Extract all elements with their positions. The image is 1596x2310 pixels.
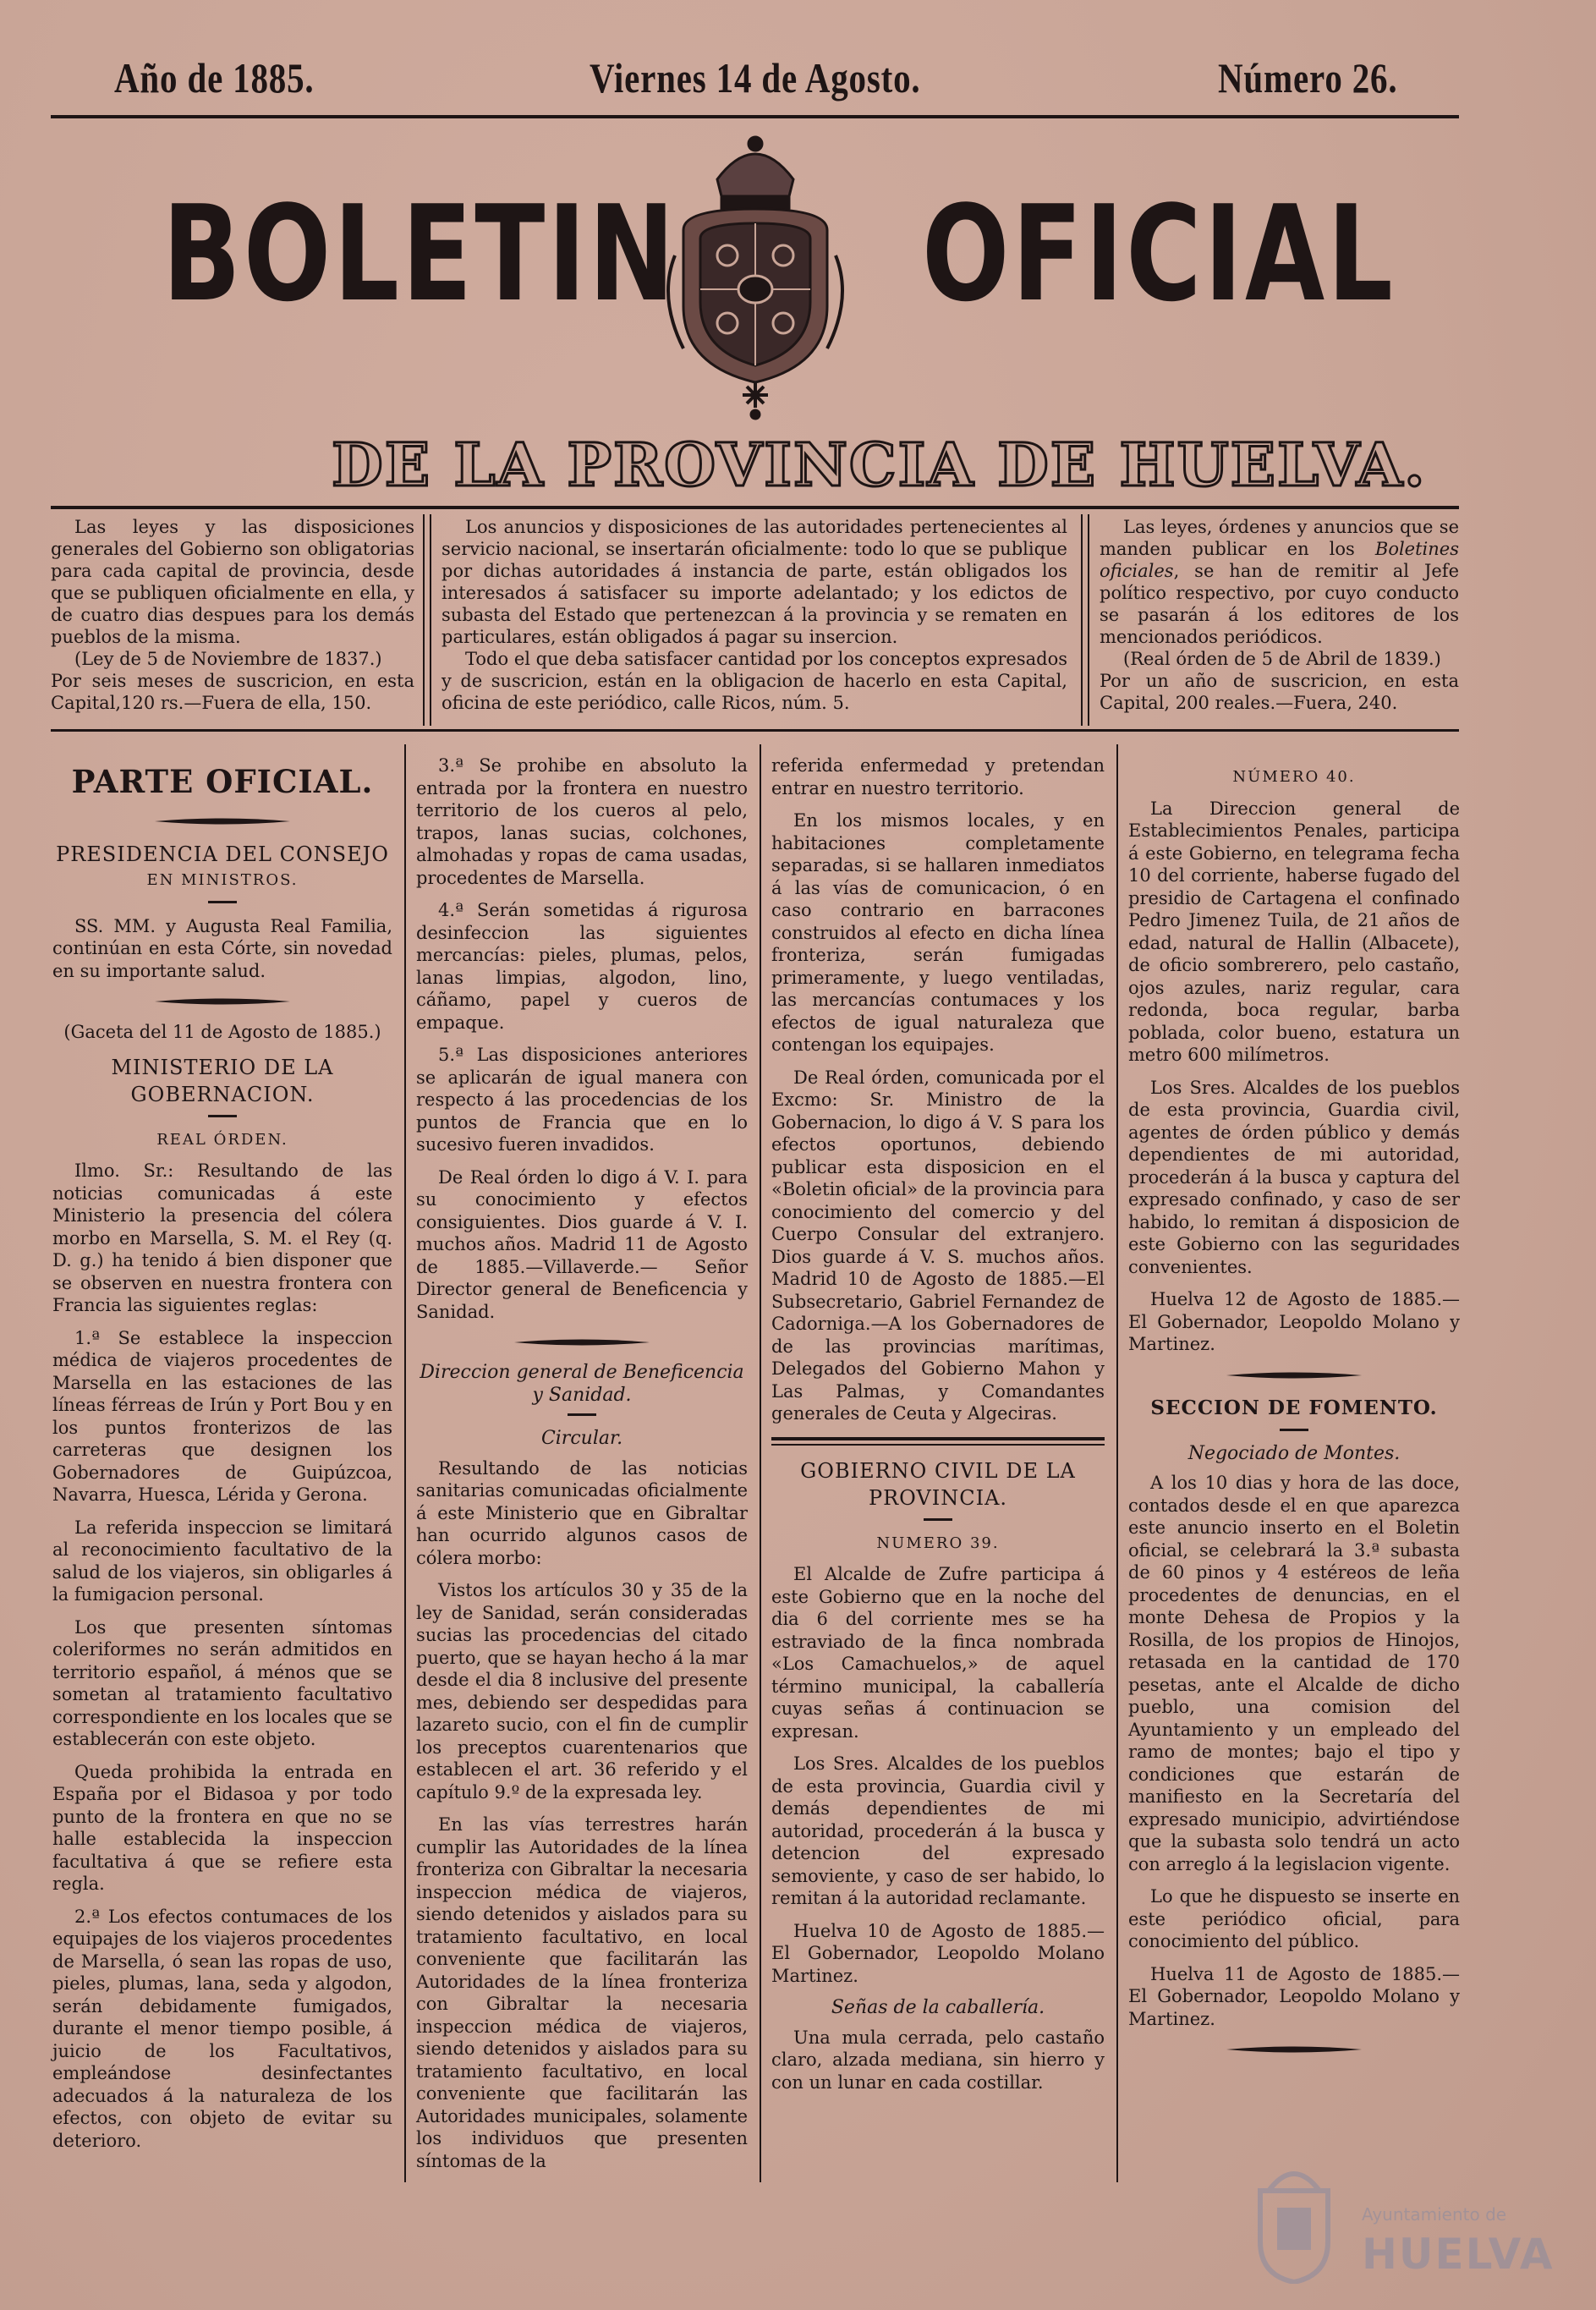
paragraph: El Alcalde de Zufre participa á este Gobierno que en la noche del dia 6 del corriente mes se ha estraviado de la finca nombrada «Los Camachuelos,» de aquel término municipal, la caballería cuyas señas á continuacion se expresan. (771, 1564, 1105, 1742)
paragraph: A los 10 dias y hora de las doce, contados desde el en que aparezca este anuncio inserto en el Boletin oficial, se celebrará la 3.ª subasta de 60 pinos y 4 estéreos de leña procedentes de denuncias, en el monte Dehesa de Propios y la Rosilla, de los propios de Hinojos, retasada en la cantidad de 170 pesetas, ante el Alcalde de dicho pueblo, una comision del Ayuntamiento y un empleado del ramo de montes; bajo el tipo y condiciones que estarán de manifiesto en la Secretaría del expresado municipio, advirtiéndose que la subasta solo tendrá un acto con arreglo á la legislacion vigente. (1128, 1473, 1460, 1874)
divider-dash (924, 1518, 952, 1521)
paragraph: Ilmo. Sr.: Resultando de las noticias comunicadas á este Ministerio la presencia del cólera morbo en Marsella, S. M. el Rey (q. D. g.) ha tenido á bien disponer que se observen en nuestra frontera con Francia las siguientes reglas: (52, 1160, 392, 1315)
ornament-rule-icon (138, 997, 307, 1006)
column-3 (771, 754, 1105, 2104)
paragraph: 1.ª Se establece la inspeccion médica de viajeros procedentes de Marsella en las estaciones de las líneas férreas de Irún y Port Bou y en los puntos fronterizos de las carreteras que designen los Gobernadores de Guipúzcoa, Navarra, Huesca, Lérida y Gerona. (52, 1327, 392, 1505)
notice-right (1100, 516, 1459, 714)
column-4 (1128, 754, 1460, 2069)
subtitle: DE LA PROVINCIA DE HUELVA. (332, 430, 1427, 500)
ornament-rule-icon (1209, 2045, 1379, 2054)
paragraph: De Real órden, comunicada por el Excmo: Sr. Ministro de la Gobernacion, lo digo á V. S para los efectos oportunos, debiendo publicar esta disposicion en el «Boletin oficial» de la provincia para conocimiento del comercio y del Cuerpo Consular del extranjero. Dios guarde á V. S. muchos años. Madrid 10 de Agosto de 1885.—El Subsecretario, Gabriel Fernandez de Cadorniga.—A los Gobernadores de de las provincias marítimas, Delegados del Gobierno Mahon y Las Palmas, y Comandantes generales de Ceuta y Algeciras. (771, 1067, 1105, 1424)
section-rule (771, 1437, 1105, 1440)
section-rule (771, 1444, 1105, 1446)
masthead-rule-top (51, 115, 1459, 118)
heading-numero-40: NÚMERO 40. (1232, 768, 1356, 786)
title-right: OFICIAL (922, 177, 1396, 331)
notice-left-text: Las leyes y las disposiciones generales del Gobierno son obligatorias para cada capital de provincia, desde que se publiquen oficialmente en ella, y de cuatro dias despues para los demás pueblos de la misma. (51, 517, 414, 647)
gaceta-reference: (Gaceta del 11 de Agosto de 1885.) (63, 1022, 381, 1042)
notice-divider (430, 514, 431, 726)
notice-center (442, 516, 1067, 714)
paragraph: Huelva 11 de Agosto de 1885.— El Gobernador, Leopoldo Molano y Martinez. (1128, 1963, 1460, 2029)
paragraph: De Real órden lo digo á V. I. para su conocimiento y efectos consiguientes. Dios guarde á V. I. muchos años. Madrid 11 de Agosto de 1885.—Villaverde.— Señor Director general de Beneficencia y Sanidad. (416, 1166, 748, 1322)
divider-dash (1280, 1429, 1308, 1431)
heading-senas: Señas de la caballería. (831, 1997, 1045, 2018)
watermark (1243, 2157, 1565, 2292)
heading-presidencia: PRESIDENCIA DEL CONSEJO (56, 842, 389, 866)
divider-dash (208, 1115, 237, 1117)
paragraph: Queda prohibida la entrada en España por el Bidasoa y por todo punto de la frontera en que no se halle establecida la inspeccion facultativa á que se refiere esta regla. (52, 1761, 392, 1894)
paragraph: referida enfermedad y pretendan entrar en nuestro territorio. (771, 755, 1105, 798)
paragraph: SS. MM. y Augusta Real Familia, continúan en esta Córte, sin novedad en su importante salud. (52, 915, 392, 981)
notice-rule (51, 729, 1459, 732)
divider-dash (568, 1413, 596, 1416)
paragraph: Los Sres. Alcaldes de los pueblos de esta provincia, Guardia civil, agentes de órden público y demás dependientes de mi autoridad, procederán á la busca y captura del expresado confinado, y caso de ser habido, lo remitan á disposicion de este Gobierno con las seguridades convenientes. (1128, 1077, 1460, 1277)
paragraph: Una mula cerrada, pelo castaño claro, alzada mediana, sin hierro y con un lunar en cada costillar. (771, 2027, 1105, 2093)
paragraph: Los Sres. Alcaldes de los pueblos de esta provincia, Guardia civil y demás dependientes de mi autoridad, procederán á la busca y detencion del expresado semoviente, y caso de ser habido, lo remitan á la autoridad reclamante. (771, 1753, 1105, 1908)
ornament-rule-icon (138, 817, 307, 826)
paragraph: 4.ª Serán sometidas á rigurosa desinfeccion las siguientes mercancías: pieles, plumas, pelos, lanas limpias, algodon, lino, cáñamo, papel y cueros de empaque. (416, 900, 748, 1033)
heading-real-orden: REAL ÓRDEN. (156, 1130, 288, 1149)
watermark-label: Ayuntamiento de (1362, 2204, 1507, 2225)
notice-divider (423, 514, 425, 726)
paragraph: 3.ª Se prohibe en absoluto la entrada por la frontera en nuestro territorio de los cueros al pelo, trapos, lanas sucias, colchones, almohadas y ropas de cama usadas, procedentes de Marsella. (416, 755, 748, 888)
heading-numero-39: NUMERO 39. (876, 1534, 1000, 1552)
column-divider (404, 744, 406, 2182)
paragraph: Huelva 12 de Agosto de 1885.— El Gobernador, Leopoldo Molano y Martinez. (1128, 1289, 1460, 1354)
ornament-rule-icon (1209, 1371, 1379, 1380)
coat-of-arms-icon (650, 129, 861, 420)
notice-left-prices: Por seis meses de suscricion, en esta Capital,120 rs.—Fuera de ella, 150. (51, 671, 414, 713)
paragraph: 2.ª Los efectos contumaces de los equipajes de los viajeros procedentes de Marsella, ó sean las ropas de uso, pieles, plumas, lana, seda y algodon, serán debidamente fumigados, durante el menor tiempo posible, á juicio de los Facultativos, empleándose desinfectantes adecuados á la naturaleza de los efectos, con objeto de evitar su deterioro. (52, 1906, 392, 2151)
paragraph: 5.ª Las disposiciones anteriores se aplicarán de igual manera con respecto á las procedencias de los puntos de Francia que en lo sucesivo fueren invadidos. (416, 1045, 748, 1155)
heading-circular: Circular. (540, 1428, 623, 1449)
paragraph: En los mismos locales, y en habitaciones completamente separadas, si se hallaren inmediatos á las vías de comunicacion, ó en caso contrario en barracones construidos al efecto en dicha línea fronteriza, serán fumigadas primeramente, y luego ventiladas, las mercancías contumaces y los efectos de igual naturaleza que contengan los equipajes. (771, 810, 1105, 1055)
paragraph: Vistos los artículos 30 y 35 de la ley de Sanidad, serán consideradas sucias las procedencias del citado puerto, que se hayan hecho á la mar desde el dia 8 inclusive del presente mes, debiendo ser despedidas para lazareto sucio, con el fin de cumplir los preceptos cuarentenarios que establecen el art. 36 referido y el capítulo 9.º de la expresada ley. (416, 1580, 748, 1802)
paragraph: La Direccion general de Establecimientos Penales, participa á este Gobierno, en telegrama fecha 10 del corriente, haberse fugado del presidio de Cartagena el confinado Pedro Jimenez Tuila, de 21 años de edad, natural de Hallin (Albacete), de oficio sombrerero, pelo castaño, ojos azules, nariz regular, cara redonda, boca regular, barba poblada, color bueno, estatura un metro 600 milímetros. (1128, 798, 1460, 1065)
paragraph: Huelva 10 de Agosto de 1885.— El Gobernador, Leopoldo Molano Martinez. (771, 1920, 1105, 1986)
title-left: BOLETIN (162, 177, 677, 331)
ornament-rule-icon (497, 1338, 666, 1347)
notice-divider (1088, 514, 1089, 726)
notice-center-payment: Todo el que deba satisfacer cantidad por los conceptos expresados y de suscricion, están en la obligacion de hacerlo en esta Capital, oficina de este periódico, calle Ricos, núm. 5. (442, 649, 1067, 713)
paragraph: En las vías terrestres harán cumplir las Autoridades de la línea fronteriza con Gibraltar la necesaria inspeccion médica de viajeros, siendo detenidos y aislados para su tratamiento facultativo, en local conveniente que facilitarán las Autoridades de la línea fronteriza con Gibraltar la necesaria inspeccion médica de viajeros, siendo detenidos y aislados para su tratamiento facultativo, en local conveniente que facilitarán las Autoridades municipales, solamente los individuos que presenten síntomas de la (416, 1814, 748, 2171)
heading-direccion-general: Direccion general de Beneficencia y Sanidad. (420, 1362, 744, 1406)
notice-right-prices: Por un año de suscricion, en esta Capital, 200 reales.—Fuera, 240. (1100, 671, 1459, 713)
notice-left (51, 516, 414, 714)
section-heading-parte-oficial: PARTE OFICIAL. (71, 763, 374, 800)
paragraph: Los que presenten síntomas coleriformes no serán admitidos en territorio español, á ménos que se sometan al tratamiento facultativo correspondiente en los locales que se establecerán con este objeto. (52, 1616, 392, 1749)
column-1 (52, 754, 392, 2162)
heading-negociado-montes: Negociado de Montes. (1187, 1442, 1401, 1464)
paragraph: Resultando de las noticias sanitarias comunicadas oficialmente á este Ministerio que en Gibraltar han ocurrido algunos casos de cólera morbo: (416, 1457, 748, 1568)
issue-number: Número 26. (1218, 54, 1398, 102)
heading-ministros: EN MINISTROS. (146, 871, 299, 889)
masthead-rule-bottom (51, 506, 1459, 509)
watermark-huelva: HUELVA (1362, 2230, 1555, 2279)
heading-seccion-fomento: SECCION DE FOMENTO. (1150, 1396, 1438, 1419)
paragraph: Lo que he dispuesto se inserte en este periódico oficial, para conocimiento del público. (1128, 1886, 1460, 1951)
notice-right-law: (Real órden de 5 de Abril de 1839.) (1123, 649, 1441, 669)
huelva-crest-icon (1243, 2157, 1345, 2284)
column-2 (416, 754, 748, 2182)
notice-divider (1081, 514, 1083, 726)
issue-date: Viernes 14 de Agosto. (590, 54, 921, 102)
notice-center-text: Los anuncios y disposiciones de las autoridades pertenecientes al servicio nacional, se insertarán oficialmente: todo lo que se publique por dichas autoridades á instancia de parte, están obligados los interesados á satisfacer su importe adelantado; y los edictos de subasta del Estado que pertenezcan á la provincia y se rematen en particulares, están obligados á pagar su insercion. (442, 517, 1067, 647)
paragraph: La referida inspeccion se limitará al reconocimiento facultativo de la salud de los viajeros, sin obligarles á la fumigacion personal. (52, 1517, 392, 1605)
issue-year: Año de 1885. (114, 54, 315, 102)
heading-ministerio: MINISTERIO DE LA GOBERNACION. (111, 1055, 334, 1106)
column-divider (760, 744, 761, 2182)
divider-dash (208, 901, 237, 903)
notice-left-law: (Ley de 5 de Noviembre de 1837.) (74, 649, 382, 669)
heading-gobierno-civil: GOBIERNO CIVIL DE LA PROVINCIA. (800, 1458, 1076, 1510)
column-divider (1116, 744, 1118, 2182)
notice-right-text: Las leyes, órdenes y anuncios que se manden publicar en los Boletines oficiales, se han de remitir al Jefe político respectivo, por cuyo conducto se pasarán á los editores de los mencionados periódicos. (1100, 517, 1459, 647)
